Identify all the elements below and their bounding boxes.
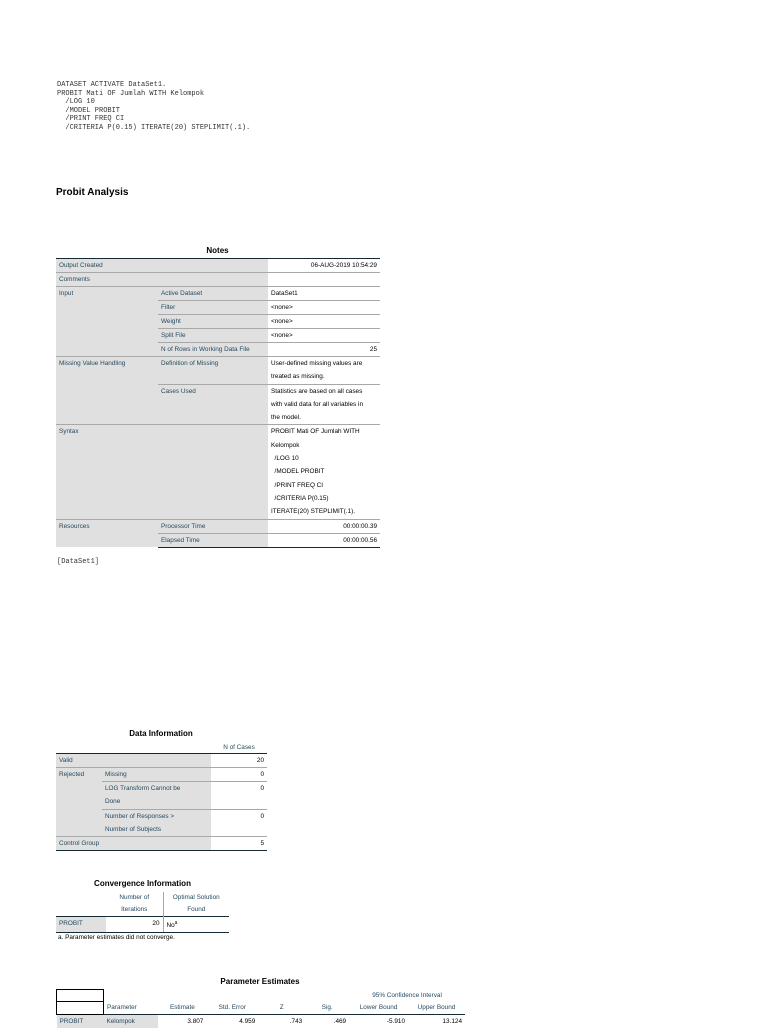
row-label: Control Group xyxy=(56,837,211,851)
syntax-code-block xyxy=(57,81,250,133)
text-line: with valid data for all variables in xyxy=(271,400,363,408)
column-header: N of Cases xyxy=(223,744,255,751)
notes-row-value xyxy=(268,425,380,519)
column-header xyxy=(163,892,229,917)
notes-row-value xyxy=(268,357,380,385)
text-line: Kelompok xyxy=(271,441,300,449)
text-line: Iterations xyxy=(121,906,148,913)
syntax-line: /PRINT FREQ CI xyxy=(57,115,125,124)
text-line: Done xyxy=(105,798,121,806)
row-value: 0 xyxy=(211,768,267,782)
convergence-table xyxy=(56,892,229,933)
row-label: PROBIT xyxy=(57,1014,104,1028)
upper-bound-value: 13.124 xyxy=(408,1014,465,1028)
group-label: Rejected xyxy=(56,768,102,837)
section-title: Probit Analysis xyxy=(56,187,129,198)
iterations-value: 20 xyxy=(106,917,163,933)
notes-row-label: Cases Used xyxy=(158,384,268,425)
lower-bound-value: -5.910 xyxy=(349,1014,408,1028)
text-line: Found xyxy=(187,906,206,913)
z-value: .743 xyxy=(258,1014,305,1028)
notes-row-label: Elapsed Time xyxy=(158,533,268,547)
syntax-line: /LOG 10 xyxy=(57,98,95,107)
notes-row-label: N of Rows in Working Data File xyxy=(158,343,268,357)
header-spacer xyxy=(103,990,349,1002)
row-value: 0 xyxy=(211,782,267,810)
data-info-table xyxy=(56,742,267,851)
optimal-value xyxy=(163,917,229,933)
syntax-line: /CRITERIA P(0.15) ITERATE(20) STEPLIMIT(.1). xyxy=(57,123,251,132)
param-estimates-title: Parameter Estimates xyxy=(220,977,300,986)
notes-group-label: Missing Value Handling xyxy=(56,357,158,425)
column-header: Lower Bound xyxy=(359,1003,398,1011)
syntax-line: PROBIT Mati OF Jumlah WITH Kelompok xyxy=(57,89,205,98)
notes-row-label: Active Dataset xyxy=(158,287,268,301)
param-estimates-table xyxy=(56,989,465,1028)
column-header: Z xyxy=(279,1003,284,1011)
column-header: Sig. xyxy=(321,1003,333,1011)
notes-row-value: <none> xyxy=(268,315,380,329)
row-value: 5 xyxy=(211,837,267,851)
column-header: Std. Error xyxy=(218,1003,246,1011)
convergence-footnote: a. Parameter estimates did not converge. xyxy=(58,934,175,941)
notes-group-label: Resources xyxy=(56,519,158,547)
row-label: Missing xyxy=(102,768,211,782)
column-header: Upper Bound xyxy=(417,1003,456,1011)
row-value: 0 xyxy=(211,809,267,837)
corner-cell xyxy=(57,990,104,1002)
notes-title: Notes xyxy=(206,246,229,255)
text-line: /LOG 10 xyxy=(271,455,299,463)
header-spacer xyxy=(56,742,211,754)
notes-row-value: DataSet1 xyxy=(268,287,380,301)
notes-row-value: 00:00:00.56 xyxy=(268,533,380,547)
text-line: /MODEL PROBIT xyxy=(271,468,325,476)
text-line: ITERATE(20) STEPLIMIT(.1). xyxy=(271,508,356,516)
notes-row-value: 00:00:00.39 xyxy=(268,519,380,533)
text-line: Number of Subjects xyxy=(105,825,162,833)
row-label xyxy=(102,782,211,810)
footnote-marker: a xyxy=(174,920,178,926)
text-line: /PRINT FREQ CI xyxy=(271,481,324,489)
column-header: Parameter xyxy=(106,1003,137,1011)
row-label xyxy=(102,809,211,837)
notes-row-label: Output Created xyxy=(56,259,268,273)
header-spacer xyxy=(56,892,106,917)
text-line: PROBIT Mati OF Jumlah WITH xyxy=(271,428,360,436)
text-line: the model. xyxy=(271,414,301,422)
text-line: Optimal Solution xyxy=(172,894,220,901)
corner-cell xyxy=(57,1002,104,1015)
column-header xyxy=(106,892,163,917)
stderr-value: 4.959 xyxy=(206,1014,258,1028)
text-line: treated as missing. xyxy=(271,373,325,381)
data-info-title: Data Information xyxy=(129,729,193,738)
ci-header: 95% Confidence Interval xyxy=(372,991,442,999)
text-line: /CRITERIA P(0.15) xyxy=(271,494,329,502)
notes-row-label: Definition of Missing xyxy=(158,357,268,385)
notes-row-label: Split File xyxy=(158,329,268,343)
text-line: No xyxy=(166,922,175,930)
param-name: Kelompok xyxy=(103,1014,158,1028)
sig-value: .469 xyxy=(305,1014,349,1028)
row-label: PROBIT xyxy=(56,917,106,933)
notes-row-label: Weight xyxy=(158,315,268,329)
notes-row-value xyxy=(268,273,380,287)
row-value: 20 xyxy=(211,754,267,768)
notes-group-label: Input xyxy=(56,287,158,357)
estimate-value: 3.807 xyxy=(158,1014,206,1028)
row-label: Valid xyxy=(56,754,211,768)
syntax-line: DATASET ACTIVATE DataSet1. xyxy=(57,81,167,89)
syntax-line: /MODEL PROBIT xyxy=(57,106,121,115)
notes-row-value: 25 xyxy=(268,343,380,357)
column-header: Estimate xyxy=(169,1003,195,1011)
text-line: Number of Responses > xyxy=(105,812,175,820)
notes-row-value: <none> xyxy=(268,329,380,343)
notes-row-value: <none> xyxy=(268,301,380,315)
convergence-title: Convergence Information xyxy=(94,879,191,888)
text-line: Statistics are based on all cases xyxy=(271,387,363,395)
notes-row-label: Comments xyxy=(56,273,268,287)
notes-row-label: Processor Time xyxy=(158,519,268,533)
notes-row-value xyxy=(268,384,380,425)
notes-row-value: 06-AUG-2019 10:54:29 xyxy=(268,259,380,273)
notes-row-label: Filter xyxy=(158,301,268,315)
notes-table xyxy=(56,258,380,548)
dataset-tag: [DataSet1] xyxy=(57,558,100,566)
text-line: Number of xyxy=(119,894,150,901)
notes-row-label: Syntax xyxy=(56,425,268,519)
text-line: User-defined missing values are xyxy=(271,360,363,367)
text-line: LOG Transform Cannot be xyxy=(105,785,181,792)
